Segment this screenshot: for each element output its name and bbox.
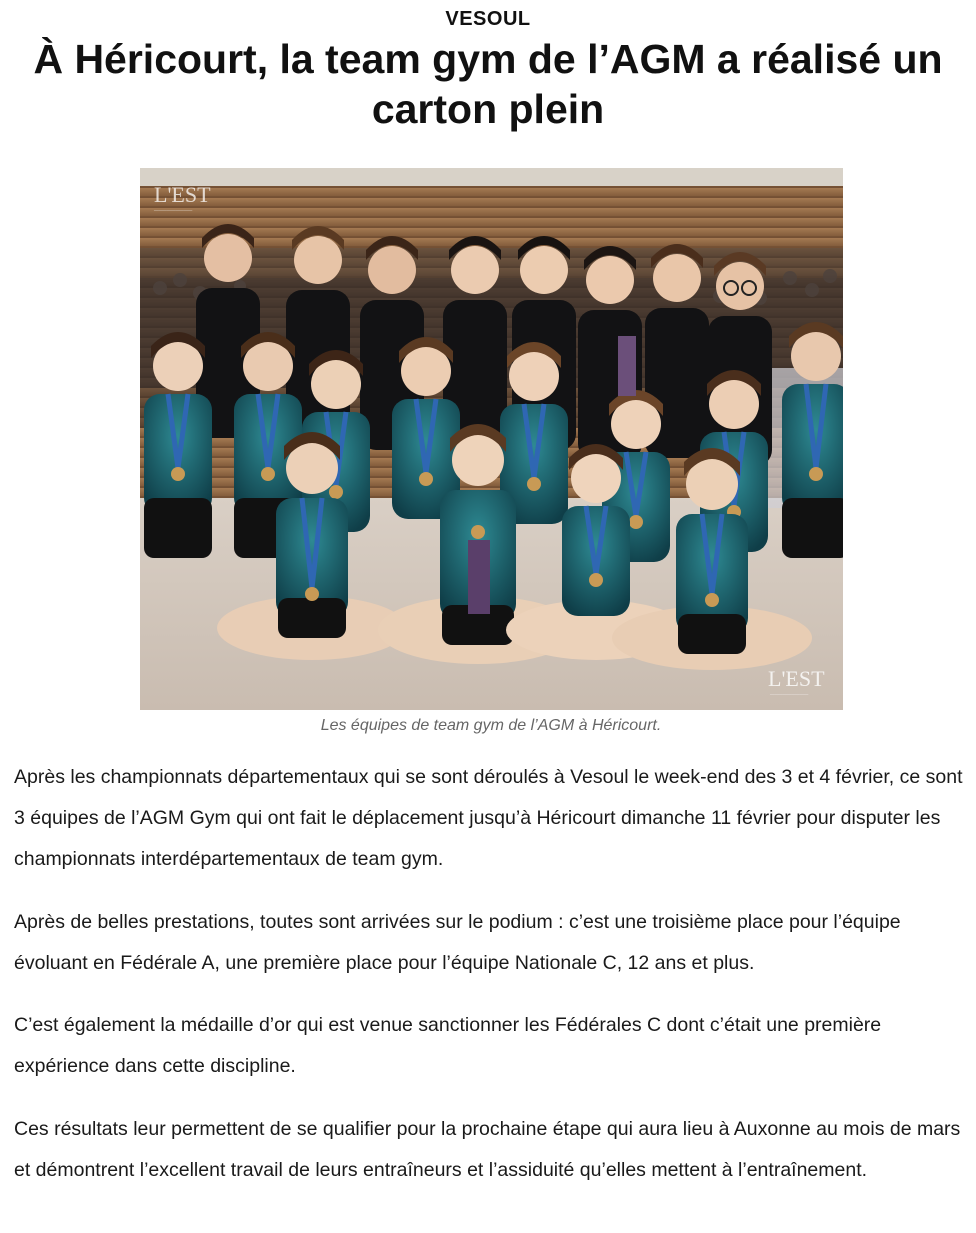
article-title: À Héricourt, la team gym de l’AGM a réalisé un carton plein xyxy=(33,36,943,132)
paragraph-3: C’est également la médaille d’or qui est venue sanctionner les Fédérales C dont c’était une première expérience dans cette discipline. xyxy=(14,1014,882,1077)
team-photo xyxy=(140,168,843,710)
paragraph-2: Après de belles prestations, toutes sont arrivées sur le podium : c’est une troisième place pour l’équipe évoluant en Fédérale A, une première place pour l’équipe Nationale C, 12 ans et plus. xyxy=(14,911,901,974)
photo-caption: Les équipes de team gym de l’AGM à Héricourt. xyxy=(320,717,662,734)
svg-text:─────────: ───────── xyxy=(770,692,809,698)
svg-text:─────────: ───────── xyxy=(154,208,193,214)
paragraph-1: Après les championnats départementaux qui se sont déroulés à Vesoul le week-end des 3 et 4 février, ce sont 3 équipes de l’AGM Gym qui ont fait le déplacement jusqu’à Héricourt dimanche 11 février pour disputer les championnats interdépartementaux de team gym. xyxy=(14,766,963,870)
section-label: VESOUL xyxy=(445,8,531,30)
watermark-top: L'EST xyxy=(154,182,211,207)
paragraph-4: Ces résultats leur permettent de se qualifier pour la prochaine étape qui aura lieu à Auxonne au mois de mars et démontrent l’excellent travail de leurs entraîneurs et l’assiduité qu’elles mettent à l’entraînement. xyxy=(14,1118,961,1181)
watermark-bottom: L'EST xyxy=(768,666,825,691)
